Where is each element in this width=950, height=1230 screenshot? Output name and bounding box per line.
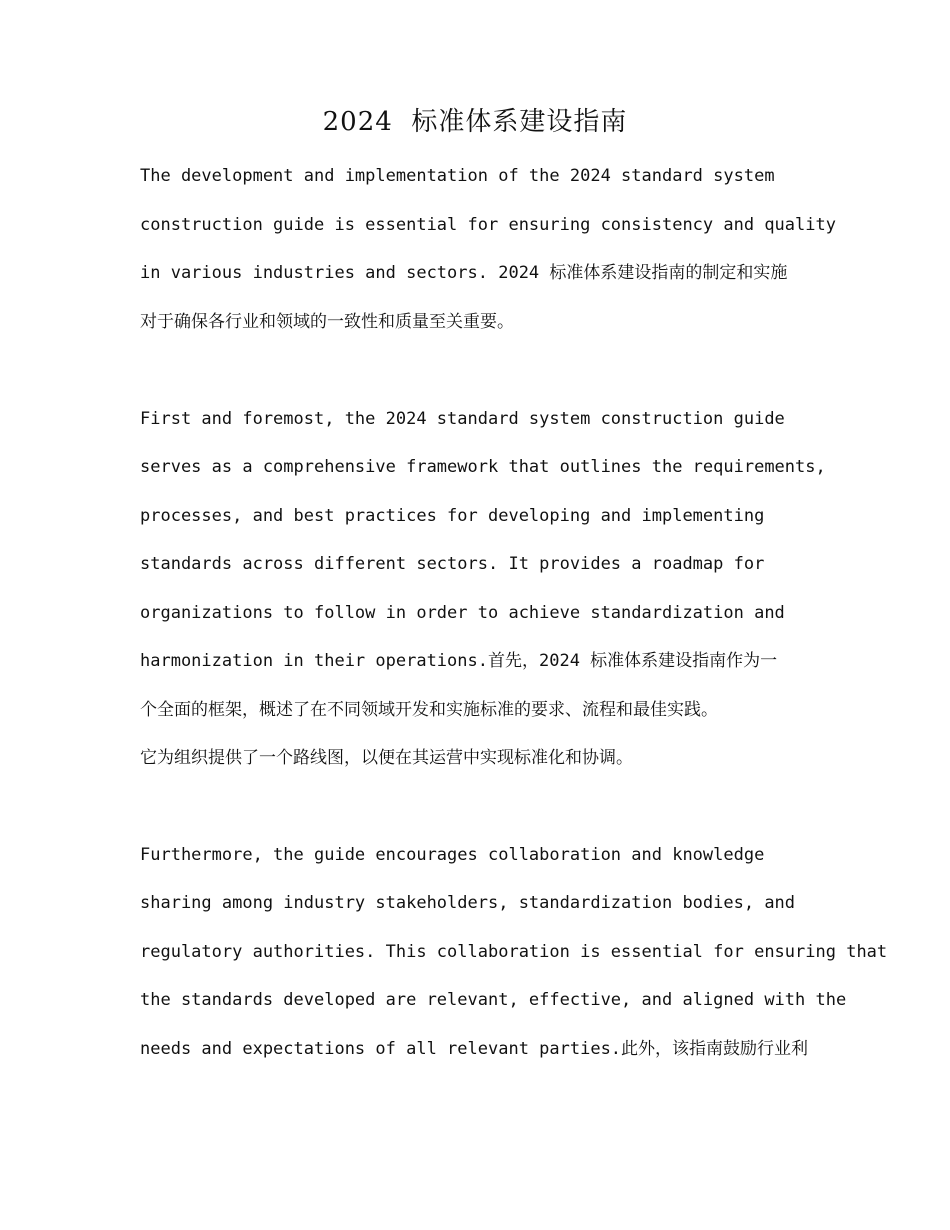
body-line: harmonization in their operations.首先，2024 标准体系建设指南作为一	[140, 651, 778, 671]
document-title: 2024 标准体系建设指南	[322, 107, 628, 137]
body-line: First and foremost, the 2024 standard system construction guide	[140, 409, 785, 429]
body-line: 对于确保各行业和领域的一致性和质量至关重要。	[140, 312, 514, 332]
body-line: serves as a comprehensive framework that outlines the requirements,	[140, 457, 826, 477]
body-line: needs and expectations of all relevant parties.此外，该指南鼓励行业利	[140, 1039, 809, 1059]
body-line: organizations to follow in order to achieve standardization and	[140, 603, 785, 623]
body-line: in various industries and sectors. 2024 标准体系建设指南的制定和实施	[140, 263, 788, 283]
body-line: sharing among industry stakeholders, standardization bodies, and	[140, 893, 796, 913]
body-line: construction guide is essential for ensuring consistency and quality	[140, 215, 836, 235]
body-line: 它为组织提供了一个路线图，以便在其运营中实现标准化和协调。	[140, 748, 633, 768]
body-line: processes, and best practices for developing and implementing	[140, 506, 765, 526]
body-line: regulatory authorities. This collaboration is essential for ensuring that	[140, 942, 888, 962]
body-line: Furthermore, the guide encourages collaboration and knowledge	[140, 845, 765, 865]
body-line: the standards developed are relevant, effective, and aligned with the	[140, 990, 847, 1010]
body-line: 个全面的框架，概述了在不同领域开发和实施标准的要求、流程和最佳实践。	[140, 700, 718, 720]
body-line: standards across different sectors. It provides a roadmap for	[140, 554, 765, 574]
body-line: The development and implementation of the 2024 standard system	[140, 166, 775, 186]
